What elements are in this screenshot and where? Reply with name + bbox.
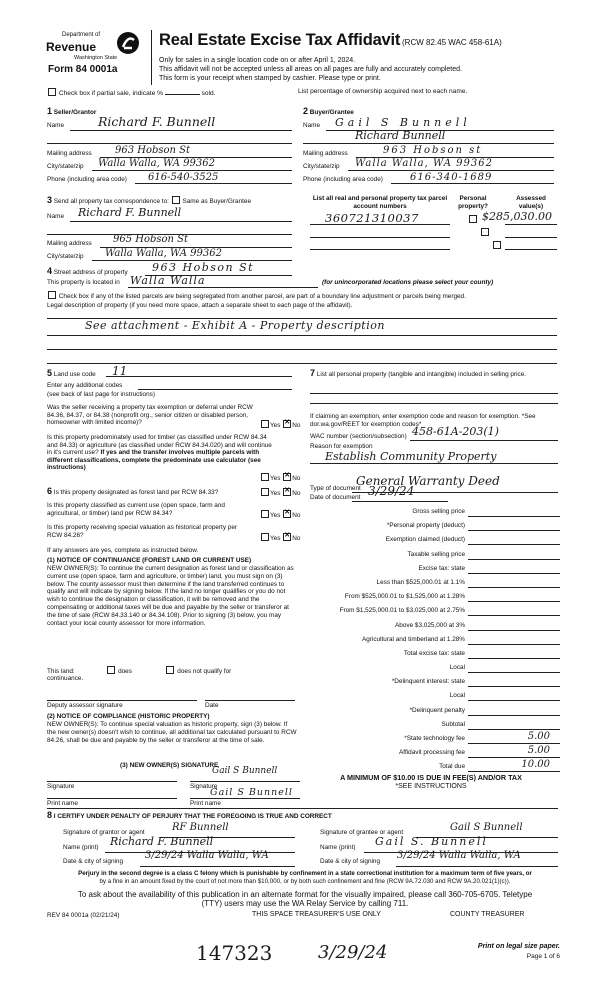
tax-calc-label: Affidavit processing fee	[399, 749, 465, 757]
seller-city-line	[92, 170, 292, 171]
tax-calc-label: Exemption claimed (deduct)	[385, 536, 465, 544]
tax-calc-label: Local	[449, 692, 465, 700]
tax-calc-row	[300, 506, 560, 520]
tax-calc-row	[300, 648, 560, 662]
compliance-heading: (2) NOTICE OF COMPLIANCE (HISTORIC PROPERTY)	[47, 713, 210, 720]
new-owner-signature[interactable]: Gail S Bunnell	[212, 766, 278, 776]
dor-dept-label: Department of	[62, 32, 101, 38]
same-as-buyer-checkbox[interactable]	[172, 196, 180, 204]
accessibility-line-1: To ask about the availability of this publication in an alternate format for the visually impaired, please call 360-705-6705. Teletype	[77, 890, 533, 899]
forest-yes-checkbox[interactable]	[261, 488, 269, 496]
tax-calc-row	[300, 733, 560, 747]
section3-address-label: Mailing address	[47, 240, 92, 247]
assessed-line-3	[505, 249, 557, 250]
historic-no-label: No	[292, 535, 301, 542]
tax-calc-value-line	[468, 658, 560, 659]
personal-property-checkbox-1[interactable]	[469, 215, 477, 223]
wac-line	[410, 440, 558, 441]
tax-calc-row	[300, 605, 560, 619]
timber-question-bold: If yes and the transfer involves multiple parcels with different classifications, complete the predominate use calculator (see instructions)	[47, 449, 261, 472]
grantee-sig-label: Signature of grantee or agent	[320, 829, 404, 836]
does-not-qualify-checkbox[interactable]	[166, 666, 174, 674]
parcel-line-3	[310, 249, 450, 250]
new-owner-print-label-left: Print name	[47, 800, 78, 807]
section3-number: 3	[47, 195, 53, 205]
if-yes-note: If any answers are yes, complete as instructed below.	[47, 547, 199, 554]
tax-calc-value-line	[468, 715, 560, 716]
new-owner-print-line-right	[190, 798, 300, 799]
exemption-instructions: If claiming an exemption, enter exemption code and reason for exemption. *See dor.wa.gov/REET for exemption codes*	[310, 413, 536, 428]
seller-heading	[47, 106, 96, 117]
tax-calc-row	[300, 577, 560, 591]
dor-state-label: Washington State	[74, 55, 118, 61]
perjury-line-2: by a fine in an amount fixed by the court of not more than $10,000, or by both such confinement and fine (RCW 9A.72.030 and RCW 9A.20.021(1)(c)).	[99, 878, 511, 885]
treasurer-space-label: THIS SPACE TREASURER'S USE ONLY	[252, 911, 381, 918]
section8-heading-text: I CERTIFY UNDER PENALTY OF PERJURY THAT THE FOREGOING IS TRUE AND CORRECT	[53, 813, 332, 820]
tax-calc-label: Total due	[439, 763, 465, 771]
header-note-3: This form is your receipt when stamped by cashier. Please type or print.	[159, 75, 381, 82]
partial-sale-sold-label: sold.	[201, 90, 216, 97]
minimum-due-note: A MINIMUM OF $10.00 IS DUE IN FEE(S) AND/OR TAX	[340, 773, 522, 782]
additional-codes-line	[138, 389, 292, 390]
forest-no-label: No	[292, 490, 301, 497]
doc-type[interactable]: General Warranty Deed	[356, 474, 500, 488]
header-note-2: This affidavit will not be accepted unless all areas on all pages are fully and accurately completed.	[159, 66, 462, 73]
tax-calc-label: Local	[449, 664, 465, 672]
seller-phone-label: Phone (including area code)	[47, 176, 127, 183]
personal-property-checkbox-3[interactable]	[493, 241, 501, 249]
tax-calc-value-line	[468, 757, 560, 758]
grantor-name-label: Name (print)	[63, 844, 99, 851]
timber-question	[47, 434, 275, 472]
timber-yes-label: Yes	[270, 475, 281, 482]
section3-name-line	[70, 221, 292, 222]
section3-city-label: City/state/zip	[47, 253, 84, 260]
tax-calc-value-line	[468, 729, 560, 730]
tax-calc-label: Gross selling price	[412, 508, 465, 515]
tax-calc-label: *Personal property (deduct)	[386, 522, 465, 530]
historic-no-checkbox[interactable]	[283, 533, 291, 541]
buyer-city-line	[348, 170, 554, 171]
section6-number: 6	[47, 486, 53, 496]
timber-yes-no	[260, 473, 300, 483]
parcel-line-1	[310, 224, 450, 225]
tax-calc-value-line	[468, 587, 560, 588]
current-use-yes-no	[260, 510, 300, 520]
section7-number: 7	[310, 368, 316, 378]
buyer-name-1[interactable]: Gail S Bunnell	[335, 116, 471, 129]
buyer-city-label: City/state/zip	[303, 163, 340, 170]
legal-description[interactable]: See attachment - Exhibit A - Property description	[85, 319, 385, 332]
tax-calc-value-line	[468, 700, 560, 701]
land-use-label: Land use code	[53, 371, 96, 378]
wac-number[interactable]: 458-61A-203(1)	[412, 425, 499, 438]
section8-number: 8	[47, 810, 53, 820]
buyer-phone-label: Phone (including area code)	[303, 176, 383, 183]
grantor-signature[interactable]: RF Bunnell	[172, 822, 229, 833]
does-qualify-checkbox[interactable]	[107, 666, 115, 674]
street-address-label: Street address of property	[53, 269, 128, 276]
section4-heading	[47, 266, 128, 277]
section8-top-rule	[47, 808, 558, 809]
personal-property-checkbox-2[interactable]	[481, 228, 489, 236]
partial-sale-label: Check box if partial sale, indicate %	[58, 90, 163, 97]
tax-calc-label: Total excise tax: state	[403, 649, 465, 657]
parcel-line-2	[310, 237, 450, 238]
seller-name-line-2	[47, 143, 292, 144]
historic-question: Is this property receiving special valuation as historical property per RCW 84.26?	[47, 524, 238, 539]
form-title	[159, 31, 502, 50]
tax-calc-label: From $525,000.01 to $1,525,000 at 1.28%	[344, 593, 465, 601]
wac-label: WAC number (section/subsection)	[310, 433, 407, 440]
header-divider	[151, 30, 152, 85]
grantee-date-line	[396, 866, 558, 867]
current-use-no-checkbox[interactable]	[283, 510, 291, 518]
header-note-1: Only for sales in a single location code on or after April 1, 2024.	[159, 57, 356, 64]
grantor-date-city[interactable]: 3/29/24 Walla Walla, WA	[145, 850, 269, 861]
tax-calc-label: Above $3,025,000 at 3%	[395, 621, 465, 629]
continuance-heading: (1) NOTICE OF CONTINUANCE (FOREST LAND OR CURRENT USE)	[47, 557, 252, 564]
timber-no-label: No	[292, 475, 301, 482]
form-number: Form 84 0001a	[48, 64, 118, 75]
personal-property-line-1	[310, 393, 558, 394]
section3-heading	[47, 195, 251, 206]
receipt-stamp-number: 147323	[196, 941, 273, 965]
timber-no-checkbox[interactable]	[283, 473, 291, 481]
doc-date[interactable]: 3/29/24	[368, 484, 415, 498]
page-number: Page 1 of 6	[526, 953, 560, 960]
tax-calc-row	[300, 719, 560, 733]
timber-question-text: Is this property predominately used for timber (as classified under RCW 84.34 and 84.33) or agriculture (as classified under RCW 84.34.020) and will continue in it's current use?	[47, 434, 272, 457]
forest-yes-no	[260, 488, 300, 498]
seller-name[interactable]: Richard F. Bunnell	[98, 114, 216, 129]
tax-calc-row	[300, 563, 560, 577]
section4-number: 4	[47, 266, 53, 276]
tax-calc-row	[300, 662, 560, 676]
current-use-yes-checkbox[interactable]	[261, 510, 269, 518]
exemption-yes-checkbox[interactable]	[261, 420, 269, 428]
new-owner-signature-heading: (3) NEW OWNER(S) SIGNATURE	[120, 762, 219, 769]
seller-heading-label: Seller/Grantor	[53, 109, 97, 116]
seller-address[interactable]: 963 Hobson St	[115, 145, 191, 156]
partial-sale-percent-field[interactable]	[165, 94, 200, 95]
partial-sale-checkbox[interactable]	[48, 88, 56, 96]
tax-calc-value[interactable]: 5.00	[527, 745, 550, 757]
this-land-label: This land:	[47, 668, 75, 675]
tax-calc-row	[300, 549, 560, 563]
buyer-address-label: Mailing address	[303, 150, 348, 157]
grantor-name[interactable]: Richard F. Bunnell	[110, 835, 214, 848]
tax-calc-label: *Delinquent interest: state	[391, 678, 465, 686]
new-owner-print-line-left	[47, 798, 177, 799]
grantee-name[interactable]: Gail S. Bunnell	[375, 835, 488, 848]
tax-calc-value-line	[468, 615, 560, 616]
seller-address-label: Mailing address	[47, 150, 92, 157]
grantee-name-label: Name (print)	[320, 844, 356, 851]
grantor-date-label: Date & city of signing	[63, 858, 124, 865]
continuance-label: continuance.	[47, 675, 84, 682]
parcel-number[interactable]: 360721310037	[325, 211, 419, 225]
located-in-label: This property is located in	[47, 279, 120, 286]
tax-calc-label: *State technology fee	[404, 735, 465, 742]
buyer-heading-label: Buyer/Grantee	[309, 109, 354, 116]
section3-name-label: Name	[47, 213, 65, 220]
section5-heading	[47, 368, 96, 379]
buyer-name-label: Name	[303, 122, 321, 129]
located-in[interactable]: Walla Walla	[130, 274, 206, 287]
exemption-yes-no	[260, 420, 300, 430]
section3-name[interactable]: Richard F. Bunnell	[78, 206, 182, 219]
tax-calculation-rows	[300, 506, 560, 776]
same-as-buyer-label: Same as Buyer/Grantee	[182, 198, 252, 205]
tax-calc-label: Agricultural and timberland at 1.28%	[361, 635, 465, 643]
buyer-name-2[interactable]: Richard Bunnell	[355, 129, 446, 142]
tax-calc-value-line	[468, 686, 560, 687]
personal-property-line-2	[310, 403, 558, 404]
forest-question-text: Is this property designated as forest land per RCW 84.33?	[53, 489, 219, 496]
tax-calc-label: Taxable selling price	[407, 550, 465, 558]
personal-property-heading	[310, 368, 558, 379]
seller-heading-number: 1	[47, 106, 53, 116]
tax-calc-value-line	[468, 573, 560, 574]
buyer-heading-number: 2	[303, 106, 309, 116]
historic-yes-no	[260, 533, 300, 543]
tax-calc-value[interactable]: 5.00	[527, 731, 550, 742]
tax-calc-label: From $1,525,000.01 to $3,025,000 at 2.75%	[339, 607, 465, 615]
tax-calc-value-line	[468, 516, 560, 517]
tax-calc-row	[300, 676, 560, 690]
this-land-row	[47, 666, 297, 676]
seller-city[interactable]: Walla Walla, WA 99362	[98, 158, 215, 169]
deputy-date-line	[205, 700, 295, 701]
segregated-checkbox[interactable]	[48, 291, 56, 299]
new-owner-print-name[interactable]: Gail S Bunnell	[210, 787, 293, 798]
buyer-phone[interactable]: 616-340-1689	[410, 172, 493, 183]
exemption-question: Was the seller receiving a property tax exemption or deferral under RCW 84.36, 84.37, or 84.38 (nonprofit org., senior citizen or disabled person, homeowner with limited income)?	[47, 404, 253, 427]
personal-property-label: List all personal property (tangible and intangible) included in selling price.	[316, 371, 527, 378]
form-title-rcw: (RCW 82.45 WAC 458-61A)	[402, 38, 502, 47]
new-owner-sig-label-left: Signature	[47, 783, 75, 790]
new-owner-sig-label-right: Signature	[190, 783, 218, 790]
partial-sale-row	[47, 88, 216, 98]
current-use-question: Is this property classified as current use (open space, farm and agricultural, or timber) land per RCW 84.34?	[47, 502, 225, 517]
buyer-name-line-2	[303, 143, 554, 144]
forest-question	[47, 486, 218, 497]
grantee-signature[interactable]: Gail S Bunnell	[450, 822, 523, 833]
perjury-line-1-text: Perjury in the second degree is a class C felony which is punishable by confinement in a state correctional institution for a maximum term of five years, or	[78, 870, 532, 877]
tax-calc-value-line	[468, 601, 560, 602]
forest-yes-label: Yes	[270, 490, 281, 497]
continuance-body: NEW OWNER(S): To continue the current designation as forest land or classification as current use (open space, farm and agriculture, or timber) land, you must sign on (3) below. The county assessor must then determine if the land transferred continues to qualify and will indicate by signing below. If the land no longer qualifies or you do not wish to continue the designation or classification, it will be removed and the compensating or additional taxes will be due and payable by the seller or transferor at the time of sale (RCW 84.33.140 or 84.34.108). Prior to signing (3) below, you may contact your local county assessor for more information.	[47, 565, 294, 627]
dor-logo	[40, 27, 140, 85]
form-title-text: Real Estate Excise Tax Affidavit	[159, 31, 401, 49]
tax-calc-row	[300, 534, 560, 548]
forest-no-checkbox[interactable]	[283, 488, 291, 496]
buyer-address[interactable]: 963 Hobson st	[383, 145, 483, 156]
reason-label: Reason for exemption	[310, 443, 373, 450]
tax-calc-row	[300, 591, 560, 605]
tax-calc-value-line	[468, 743, 560, 744]
seller-city-label: City/state/zip	[47, 163, 84, 170]
accessibility-line-2: (TTY) users may use the WA Relay Service by calling 711.	[201, 899, 409, 908]
perjury-line-1	[40, 870, 570, 877]
ownership-note: List percentage of ownership acquired next to each name.	[298, 88, 468, 95]
seller-name-label: Name	[47, 122, 65, 129]
tax-calc-row	[300, 690, 560, 704]
receipt-stamp-date: 3/29/24	[318, 942, 388, 963]
section5-number: 5	[47, 368, 53, 378]
deputy-date-label: Date	[205, 702, 219, 709]
exemption-no-checkbox[interactable]	[283, 420, 291, 428]
section3-address[interactable]: 965 Hobson St	[113, 234, 189, 245]
new-owner-print-label-right: Print name	[190, 800, 221, 807]
doc-date-line	[352, 501, 448, 502]
tax-calc-row	[300, 705, 560, 719]
new-owner-sig-line-right	[190, 781, 300, 782]
legal-description-label: Legal description of property (if you need more space, attach a separate sheet to each page of the affidavit).	[47, 302, 353, 309]
current-use-yes-label: Yes	[270, 512, 281, 519]
section3-label: Send all property tax correspondence to:	[53, 198, 169, 205]
tax-calc-row	[300, 634, 560, 648]
compliance-body: NEW OWNER(S): To continue special valuation as historic property, sign (3) below. If the new owner(s) doesn't wish to continue, all additional tax calculated pursuant to RCW 84.26, shall be due and payable by the seller or transferor at the time of sale.	[47, 721, 297, 744]
dor-logo-icon	[116, 31, 140, 55]
segregated-label: Check box if any of the listed parcels are being segregated from another parcel, are part of a boundary line adjustment or parcels being merged.	[58, 293, 466, 300]
grantor-sig-label: Signature of grantor or agent	[63, 829, 145, 836]
tax-calc-label: Less than $525,000.01 at 1.1%	[376, 578, 465, 586]
tax-calc-value-line	[468, 644, 560, 645]
segregated-row	[47, 291, 567, 301]
seller-phone[interactable]: 616-540-3525	[148, 172, 219, 183]
grantor-date-line	[140, 866, 295, 867]
does-not-label: does not qualify for	[177, 668, 232, 675]
reason-line-1	[310, 463, 558, 464]
legal-line-3	[47, 349, 557, 350]
see-back-note: (see back of last page for instructions)	[47, 391, 155, 398]
assessed-line-1	[505, 224, 557, 225]
unincorporated-note: (for unincorporated locations please select your county)	[322, 279, 494, 286]
exemption-yes-label: Yes	[270, 422, 281, 429]
legal-line-2	[47, 335, 557, 336]
exemption-reason[interactable]: Establish Community Property	[325, 450, 497, 463]
tax-calc-value-line	[468, 630, 560, 631]
timber-yes-checkbox[interactable]	[261, 473, 269, 481]
additional-codes-label: Enter any additional codes	[47, 382, 123, 389]
legal-size-note: Print on legal size paper.	[477, 943, 560, 950]
exemption-no-label: No	[292, 422, 301, 429]
personal-property-column-header: Personal property?	[458, 195, 488, 210]
historic-yes-checkbox[interactable]	[261, 533, 269, 541]
county-treasurer-label: COUNTY TREASURER	[450, 911, 525, 918]
tax-calc-value-line	[468, 530, 560, 531]
doc-date-label: Date of document	[310, 494, 361, 501]
tax-calc-value-line	[468, 544, 560, 545]
tax-calc-label: *Delinquent penalty	[409, 706, 465, 714]
doc-type-label: Type of document	[310, 485, 361, 492]
revision-label: REV 84 0001a (02/21/24)	[47, 912, 120, 919]
tax-calculation	[300, 506, 560, 776]
street-address[interactable]: 963 Hobson St	[152, 261, 255, 274]
new-owner-sig-line-left	[47, 781, 177, 782]
assessed-value-column-header: Assessed value(s)	[516, 195, 546, 210]
tax-calc-value-line	[468, 559, 560, 560]
current-use-no-label: No	[292, 512, 301, 519]
does-label: does	[118, 668, 132, 675]
buyer-city[interactable]: Walla Walla, WA 99362	[355, 158, 493, 169]
tax-calc-value-line	[468, 672, 560, 673]
assessed-line-2	[505, 237, 557, 238]
tax-calc-row	[300, 520, 560, 534]
grantee-date-label: Date & city of signing	[320, 858, 381, 865]
section8-heading	[47, 810, 332, 821]
tax-calc-value[interactable]: 10.00	[521, 759, 550, 771]
seller-name-line	[70, 130, 292, 131]
deputy-signature-line	[47, 700, 197, 701]
tax-calc-label: Subtotal	[441, 720, 465, 728]
assessed-value[interactable]: $285,030.00	[482, 210, 552, 223]
dor-revenue-label: Revenue	[46, 40, 97, 54]
tax-calc-label: Excise tax: state	[418, 564, 465, 572]
deputy-signature-label: Deputy assessor signature	[47, 702, 123, 709]
tax-calc-row	[300, 620, 560, 634]
land-use-line	[106, 376, 292, 377]
see-instructions-note: *SEE INSTRUCTIONS	[395, 783, 467, 790]
parcel-column-header: List all real and personal property tax parcel account numbers	[312, 195, 448, 210]
section3-city[interactable]: Walla Walla, WA 99362	[105, 248, 222, 259]
historic-yes-label: Yes	[270, 535, 281, 542]
land-use-code[interactable]: 11	[112, 364, 128, 378]
grantee-date-city[interactable]: 3/29/24 Walla Walla, WA	[397, 850, 521, 861]
